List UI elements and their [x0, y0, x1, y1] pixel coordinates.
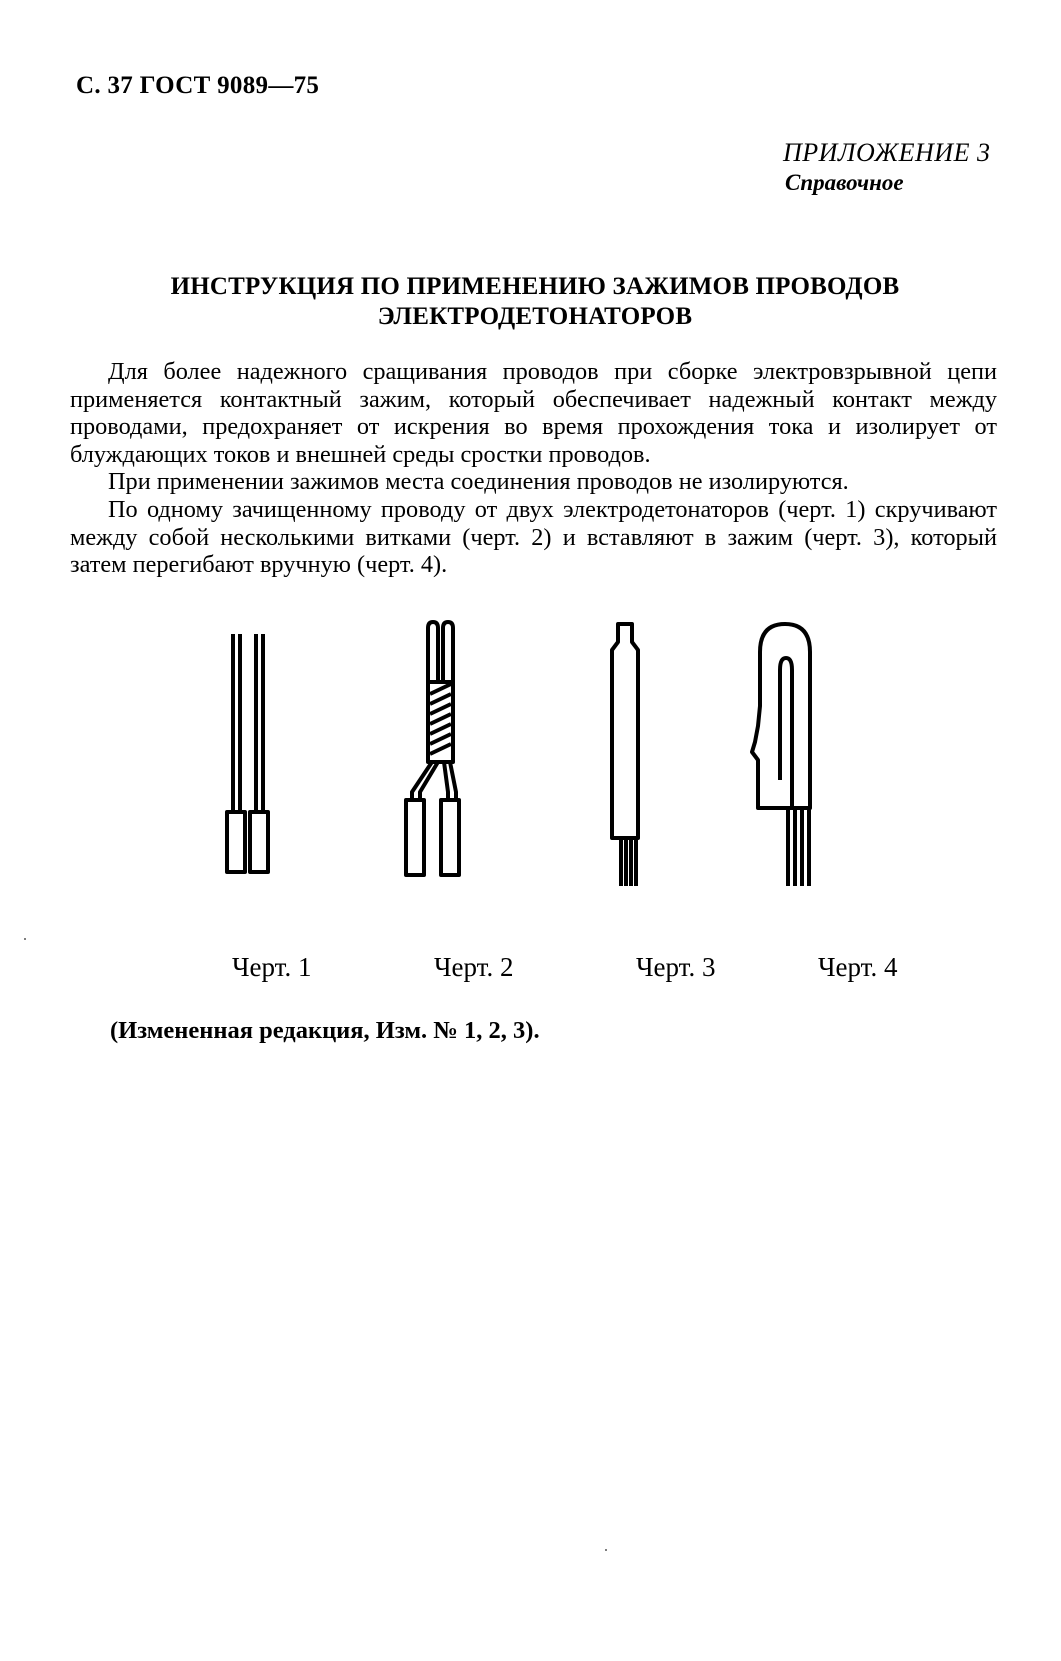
figure-caption-1: Черт. 1 — [232, 952, 312, 982]
scan-speck — [605, 1549, 607, 1551]
page-header: С. 37 ГОСТ 9089—75 — [76, 72, 320, 99]
paragraph-1: Для более надежного сращивания проводов при сборке электровзрывной цепи применяется контактный зажим, который обеспечивает надежный контакт между проводами, предохраняет от искрения во время прохождения тока и изолирует от блуждающих токов и внешней среды сростки проводов. — [70, 358, 997, 468]
figure-caption-4: Черт. 4 — [818, 952, 898, 982]
appendix-title: ПРИЛОЖЕНИЕ 3 — [783, 138, 991, 167]
twisted-wires-icon — [406, 622, 459, 875]
clamp-bent-icon — [752, 624, 810, 886]
figure-caption-3: Черт. 3 — [636, 952, 716, 982]
clamp-inserted-icon — [612, 624, 638, 886]
figure-caption-2: Черт. 2 — [434, 952, 514, 982]
revision-note: (Измененная редакция, Изм. № 1, 2, 3). — [110, 1017, 540, 1044]
two-wires-icon — [227, 634, 268, 872]
scan-speck — [24, 938, 26, 940]
paragraph-3: По одному зачищенному проводу от двух электродетонаторов (черт. 1) скручивают между собой несколькими витками (черт. 2) и вставляют в зажим (черт. 3), который затем перегибают вручную (черт. 4). — [70, 495, 997, 579]
paragraph-2: При применении зажимов места соединения проводов не изолируются. — [108, 468, 849, 496]
appendix-subtitle: Справочное — [785, 170, 904, 195]
document-title-line-2: ЭЛЕКТРОДЕТОНАТОРОВ — [377, 303, 693, 330]
document-title-line-1: ИНСТРУКЦИЯ ПО ПРИМЕНЕНИЮ ЗАЖИМОВ ПРОВОДОВ — [170, 273, 900, 300]
